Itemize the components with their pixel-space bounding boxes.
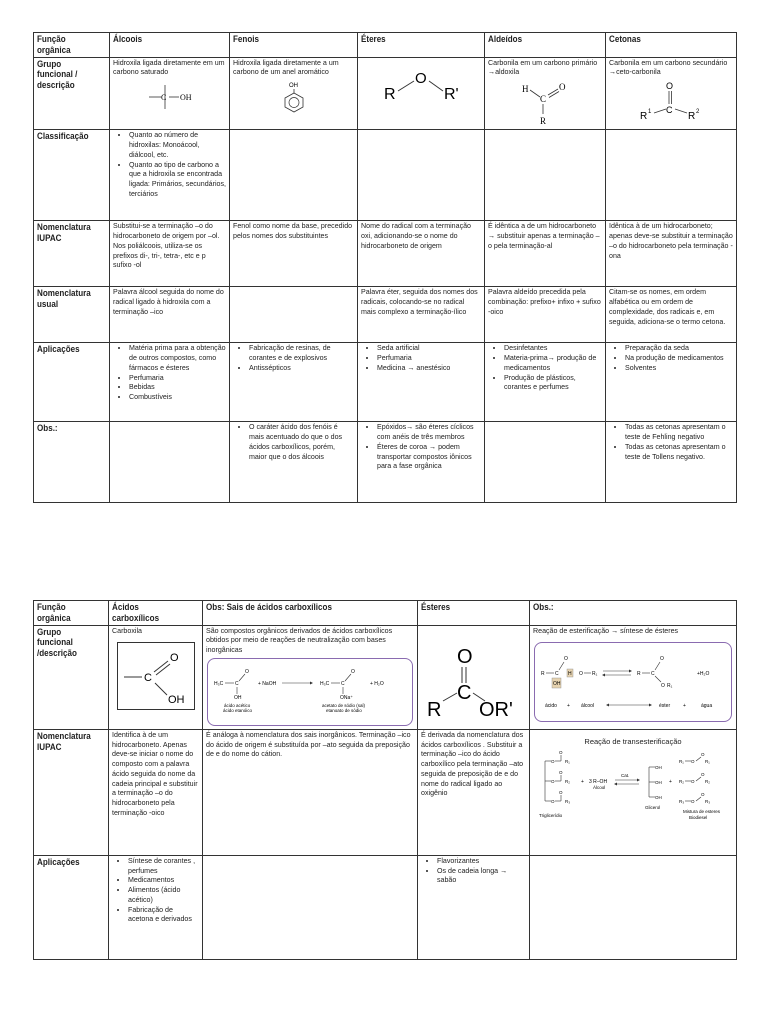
list-item: • Produção de plásticos, corantes e perfumes xyxy=(504,374,602,394)
mix-o-4: O xyxy=(701,772,705,778)
ketone-sup2: 2 xyxy=(696,109,700,116)
cell-eteres-grupo xyxy=(358,57,485,130)
list-item: • Alimentos (ácido acético) xyxy=(128,886,199,906)
mix-o-6: O xyxy=(701,792,705,798)
est-label-ester: éster xyxy=(659,703,671,710)
list-item: • Quanto ao tipo de carbono a que a hidroxila se encontrada ligada: Primários, secundários, terciários xyxy=(129,161,226,200)
trans-coef: 3 R–OH xyxy=(589,779,608,786)
alcohol-structure xyxy=(135,80,205,114)
list-item: • Desinfetantes xyxy=(504,344,602,354)
neut-h3c-2: H₃C xyxy=(320,680,330,687)
cell-aldeidos-aplicacoes xyxy=(485,343,606,422)
row-label-aplicacoes: Aplicações xyxy=(34,855,99,959)
ketone-r1-label: R xyxy=(640,111,648,123)
ester-c-label: C xyxy=(457,681,472,704)
esterification-reaction-box xyxy=(534,642,732,722)
list-item: • Quanto ao número de hidroxilas: Monoácool, diálcool, etc. xyxy=(129,131,226,160)
header-eteres: Éteres xyxy=(358,33,467,58)
cell-empty xyxy=(530,855,737,959)
cell-alcoois-classificacao xyxy=(110,130,230,221)
cell-alcoois-aplicacoes xyxy=(110,343,230,422)
row-label-iupac: Nomenclatura IUPAC xyxy=(34,729,99,855)
tri-r3: R₃ xyxy=(565,799,571,805)
header-alcoois: Álcoois xyxy=(110,33,213,58)
mix-r-1: R₁ xyxy=(679,759,684,765)
mix-r1: R₁ xyxy=(705,759,710,765)
cell-fenois-iupac: Fenol como nome da base, precedido pelos nomes dos substituintes xyxy=(230,221,358,287)
list-item: • Os de cadeia longa → sabão xyxy=(437,867,526,887)
est-r-2: R xyxy=(637,671,641,678)
list-item: • Solventes xyxy=(625,364,733,374)
row-grupo-funcional xyxy=(34,57,737,130)
cell-alcoois-usual: Palavra álcool seguida do nome do radical ligado à hidroxila com a terminação –ico xyxy=(110,287,230,343)
neut-o-2: O xyxy=(351,668,355,675)
trans-plus-2: + xyxy=(669,779,672,786)
list-item: • Medicina → anestésico xyxy=(377,364,481,374)
est-label-acido: ácido xyxy=(545,703,557,710)
cell-cetonas-grupo xyxy=(606,57,737,130)
row-iupac xyxy=(34,221,737,287)
tri-o-5: O xyxy=(551,799,555,805)
phenol-structure xyxy=(274,80,314,114)
cell-eteres-iupac: Nome do radical com a terminação oxi, adicionando-se o nome do hidrocarboneto de origem xyxy=(358,221,485,287)
trans-plus-1: + xyxy=(581,779,584,786)
neut-h2o: + H₂O xyxy=(370,680,384,687)
carboxyl-c-label: C xyxy=(143,672,152,685)
est-c-1: C xyxy=(555,671,559,678)
est-oh-1: OH xyxy=(553,681,561,688)
neut-label2a: acetato de sódio (sal) xyxy=(322,702,366,708)
row-grupo-funcional xyxy=(34,625,737,729)
header-fenois: Fenois xyxy=(230,33,340,58)
est-plus-1: + xyxy=(567,703,570,710)
cell-aldeidos-usual: Palavra aldeído precedida pela combinação: prefixo+ infixo + sufixo -oico xyxy=(485,287,606,343)
neut-c-1: C xyxy=(235,680,239,687)
cell-cetonas-obs xyxy=(606,422,737,503)
list-item: • Éteres de coroa → podem transportar compostos iônicos para a fase orgânica xyxy=(377,443,481,472)
header-funcao: Função orgânica xyxy=(34,33,99,58)
ether-r2-label: R' xyxy=(444,85,459,103)
carboxyl-o-label: O xyxy=(169,652,179,665)
ketone-r2-label: R xyxy=(688,111,696,123)
aldehyde-o-label: O xyxy=(559,82,566,93)
sais-grupo-text: São compostos orgânicos derivados de ácidos carboxílicos obtidos por meio de reações de neutralização com bases inorgânicas xyxy=(206,626,393,655)
cell-obs-iupac xyxy=(530,729,737,855)
cell-fenois-aplicacoes xyxy=(230,343,358,422)
cell-empty xyxy=(358,130,485,221)
list-item: • Todas as cetonas apresentam o teste de Fehling negativo xyxy=(625,423,733,443)
obs-grupo-text: Reação de esterificação → síntese de ésteres xyxy=(533,626,679,635)
row-classificacao xyxy=(34,130,737,221)
list-item: • Matéria prima para a obtenção de outros compostos, como fármacos e ésteres xyxy=(129,344,226,373)
ketone-c-label: C xyxy=(666,105,673,116)
cetonas-grupo-text: Carbonila em um carbono secundário →ceto-carbonila xyxy=(609,58,728,77)
fenois-grupo-text: Hidroxila ligada diretamente a um carbono de um anel aromático xyxy=(233,58,339,77)
header-esteres: Ésteres xyxy=(418,601,514,626)
mix-r-3: R₃ xyxy=(679,799,685,805)
list-item: • Medicamentos xyxy=(128,876,199,886)
est-label-agua: água xyxy=(701,703,713,710)
list-item: • Todas as cetonas apresentam o teste de Tollens negativo. xyxy=(625,443,733,463)
neut-label1a: ácido acético xyxy=(224,702,251,708)
transesterification-title: Reação de transesterificação xyxy=(584,736,682,746)
est-r1-1: R₁ xyxy=(592,671,598,678)
cell-eteres-obs xyxy=(358,422,485,503)
est-r-1: R xyxy=(541,671,545,678)
list-item: • Antissépticos xyxy=(249,364,354,374)
list-item: • Síntese de corantes , perfumes xyxy=(128,857,199,877)
cell-aldeidos-iupac: É idêntica a de um hidrocarboneto → substituir apenas a terminação –o pela terminação-al xyxy=(485,221,606,287)
cell-alcoois-grupo xyxy=(110,57,230,130)
row-label-aplicacoes: Aplicações xyxy=(34,343,99,422)
cell-esteres-grupo xyxy=(418,625,530,729)
est-label-alcool: álcool xyxy=(581,703,595,710)
mix-o-2: O xyxy=(701,752,705,758)
cell-cetonas-aplicacoes xyxy=(606,343,737,422)
phenol-oh-label: OH xyxy=(288,83,298,90)
cell-fenois-obs xyxy=(230,422,358,503)
mix-label-2: Biodiesel xyxy=(689,815,708,821)
tri-r2: R₂ xyxy=(565,779,570,785)
list-item: • Perfumaria xyxy=(129,374,226,384)
header-obs: Obs.: xyxy=(530,601,708,626)
est-r1-2: R₁ xyxy=(667,683,673,690)
ether-r-label: R xyxy=(384,85,396,103)
neut-naoh: + NaOH xyxy=(258,680,277,687)
cell-sais-iupac: É análoga à nomenclatura dos sais inorgânicos. Terminação –ico do ácido de origem é substituída por –ato seguida da preposição de e do nome do cátion. xyxy=(203,729,418,855)
aldehyde-r-label: R xyxy=(540,116,547,127)
list-item: • Perfumaria xyxy=(377,354,481,364)
row-aplicacoes xyxy=(34,343,737,422)
est-c-2: C xyxy=(651,671,655,678)
ketone-sup1: 1 xyxy=(648,109,652,116)
neut-label1b: ácido etanóico xyxy=(223,707,253,713)
ester-structure xyxy=(421,629,527,721)
header-acidos: Ácidos carboxílicos xyxy=(109,601,190,626)
neut-c-2: C xyxy=(341,680,345,687)
list-item: • Bebidas xyxy=(129,383,226,393)
cell-empty xyxy=(485,422,606,503)
gly-oh-2: OH xyxy=(655,780,662,786)
cell-acidos-aplicacoes xyxy=(109,855,203,959)
cell-empty xyxy=(485,130,606,221)
list-item: • Seda artificial xyxy=(377,344,481,354)
tri-o-2: O xyxy=(559,750,563,756)
est-o-2: O xyxy=(579,671,583,678)
cell-cetonas-usual: Citam-se os nomes, em ordem alfabética ou em ordem de complexidade, dos radicais e, em seguida, adiciona-se o termo cetona. xyxy=(606,287,737,343)
est-o-1: O xyxy=(564,656,568,663)
cell-empty xyxy=(110,422,230,503)
tri-o-1: O xyxy=(551,759,555,765)
neutralization-reaction xyxy=(210,661,410,719)
est-o-4: O xyxy=(661,683,665,690)
header-cetonas: Cetonas xyxy=(606,33,719,58)
row-iupac xyxy=(34,729,737,855)
neut-o-1: O xyxy=(245,668,249,675)
mix-r3: R₃ xyxy=(705,799,711,805)
est-o-3: O xyxy=(660,656,664,663)
row-label-grupo: Grupo funcional /descrição xyxy=(34,625,99,729)
svg-text:C: C xyxy=(160,93,166,103)
row-aplicacoes xyxy=(34,855,737,959)
header-sais: Obs: Sais de ácidos carboxílicos xyxy=(203,601,388,626)
list-item: • Materia-prima→ produção de medicamentos xyxy=(504,354,602,374)
alcoois-grupo-text: Hidroxila ligada diretamente em um carbono saturado xyxy=(113,58,225,77)
cell-aldeidos-grupo xyxy=(485,57,606,130)
neut-label2b: etanoato de sódio xyxy=(326,707,362,713)
cell-eteres-usual: Palavra éter, seguida dos nomes dos radicais, colocando-se no radical mais complexo a terminação-ílico xyxy=(358,287,485,343)
cell-sais-grupo xyxy=(203,625,418,729)
cell-obs-grupo xyxy=(530,625,737,729)
row-label-iupac: Nomenclatura IUPAC xyxy=(34,221,99,287)
mix-label-1: Mistura de esteres xyxy=(683,809,721,815)
cell-empty xyxy=(203,855,418,959)
cell-acidos-grupo xyxy=(109,625,203,729)
cell-fenois-grupo xyxy=(230,57,358,130)
list-item: • Epóxidos→ são éteres cíclicos com anéis de três membros xyxy=(377,423,481,443)
list-item: • Combustíveis xyxy=(129,393,226,403)
mix-r2: R₂ xyxy=(705,779,710,785)
cell-empty xyxy=(230,287,358,343)
table1-header-row xyxy=(34,33,737,58)
neut-ona: ONa⁺ xyxy=(340,694,353,701)
gly-oh-3: OH xyxy=(655,795,662,801)
cell-esteres-aplicacoes xyxy=(418,855,530,959)
transesterification-reaction xyxy=(533,747,729,835)
tri-r1: R₁ xyxy=(565,759,570,765)
tri-label: Triglicerídio xyxy=(539,813,563,819)
ester-o-label: O xyxy=(457,645,473,668)
ester-or-label: OR' xyxy=(479,698,513,721)
gly-oh-1: OH xyxy=(655,765,662,771)
tri-o-6: O xyxy=(559,790,563,796)
ester-r-label: R xyxy=(427,698,442,721)
ether-o-label: O xyxy=(415,69,427,87)
table2-header-row xyxy=(34,601,737,626)
esterification-reaction xyxy=(537,645,729,715)
header-funcao: Função orgânica xyxy=(34,601,99,626)
cell-empty xyxy=(606,130,737,221)
carboxyl-structure xyxy=(117,642,195,710)
mix-o-1: O xyxy=(691,759,695,765)
row-usual xyxy=(34,287,737,343)
mix-r-2: R₂ xyxy=(679,779,684,785)
trans-cat: Cat. xyxy=(621,773,630,779)
row-label-usual: Nomenclatura usual xyxy=(34,287,99,343)
list-item: • Na produção de medicamentos xyxy=(625,354,733,364)
aldeidos-grupo-text: Carbonila em um carbono primário →aldoxila xyxy=(488,58,598,77)
row-label-classificacao: Classificação xyxy=(34,130,99,221)
cell-empty xyxy=(230,130,358,221)
neut-h3c-1: H₃C xyxy=(214,680,224,687)
functions-table-1 xyxy=(33,32,737,503)
neut-oh-1: OH xyxy=(234,694,242,701)
cell-alcoois-iupac: Substitui-se a terminação –o do hidrocarboneto de origem por –ol. Nos poliálcoois, utiliza-se os prefixos di-, tri-, tetra-, etc e p sufixo -ol xyxy=(110,221,230,287)
row-label-grupo: Grupo funcional / descrição xyxy=(34,57,99,130)
cell-cetonas-iupac: Idêntica à de um hidrocarboneto; apenas deve-se substituir a terminação –o do hidrocarboneto pela terminação -ona xyxy=(606,221,737,287)
trans-alcool: Álcool xyxy=(593,785,606,791)
list-item: • Preparação da seda xyxy=(625,344,733,354)
tri-o-4: O xyxy=(559,770,563,776)
aldehyde-c-label: C xyxy=(540,94,547,105)
row-label-obs: Obs.: xyxy=(34,422,99,503)
est-plus-2: + xyxy=(683,703,686,710)
aldehyde-h-label: H xyxy=(522,84,529,95)
mix-o-3: O xyxy=(691,779,695,785)
row-obs xyxy=(34,422,737,503)
gly-label: Glicerol xyxy=(645,805,661,811)
cell-esteres-iupac: É derivada da nomenclatura dos ácidos carboxílicos . Substituir a terminação –ico do ácido carboxílico pela terminação –ato seguida de preposição de e do nome do radical ligado ao oxigênio xyxy=(418,729,530,855)
list-item: • Flavorizantes xyxy=(437,857,526,867)
neutralization-reaction-box xyxy=(207,658,413,726)
ether-structure xyxy=(366,61,476,117)
tri-o-3: O xyxy=(551,779,555,785)
functions-table-2 xyxy=(33,600,737,960)
list-item: • O caráter ácido dos fenóis é mais acentuado do que o dos ácidos carboxílicos, porém, maior que o dos álcoois xyxy=(249,423,354,462)
cell-eteres-aplicacoes xyxy=(358,343,485,422)
acidos-grupo-text: Carboxila xyxy=(112,626,142,635)
list-item: • Fabricação de resinas, de corantes e de explosivos xyxy=(249,344,354,364)
header-aldeidos: Aldeídos xyxy=(485,33,589,58)
aldehyde-structure xyxy=(510,80,580,128)
est-h-1: H xyxy=(568,671,572,678)
alcohol-oh-label: OH xyxy=(179,93,192,103)
list-item: • Fabricação de acetona e derivados xyxy=(128,906,199,926)
mix-o-5: O xyxy=(691,799,695,805)
cell-acidos-iupac: Identifica à de um hidrocarboneto. Apenas deve-se iniciar o nome do composto com a palavra ácido seguida do nome da cadeia principal e substituir a terminação –o do hidrocarboneto pela terminação -oico xyxy=(109,729,203,855)
ketone-o-label: O xyxy=(666,81,674,92)
est-h2o: +H₂O xyxy=(697,671,710,678)
ketone-structure xyxy=(626,80,716,122)
carboxyl-oh-label: OH xyxy=(167,694,184,707)
